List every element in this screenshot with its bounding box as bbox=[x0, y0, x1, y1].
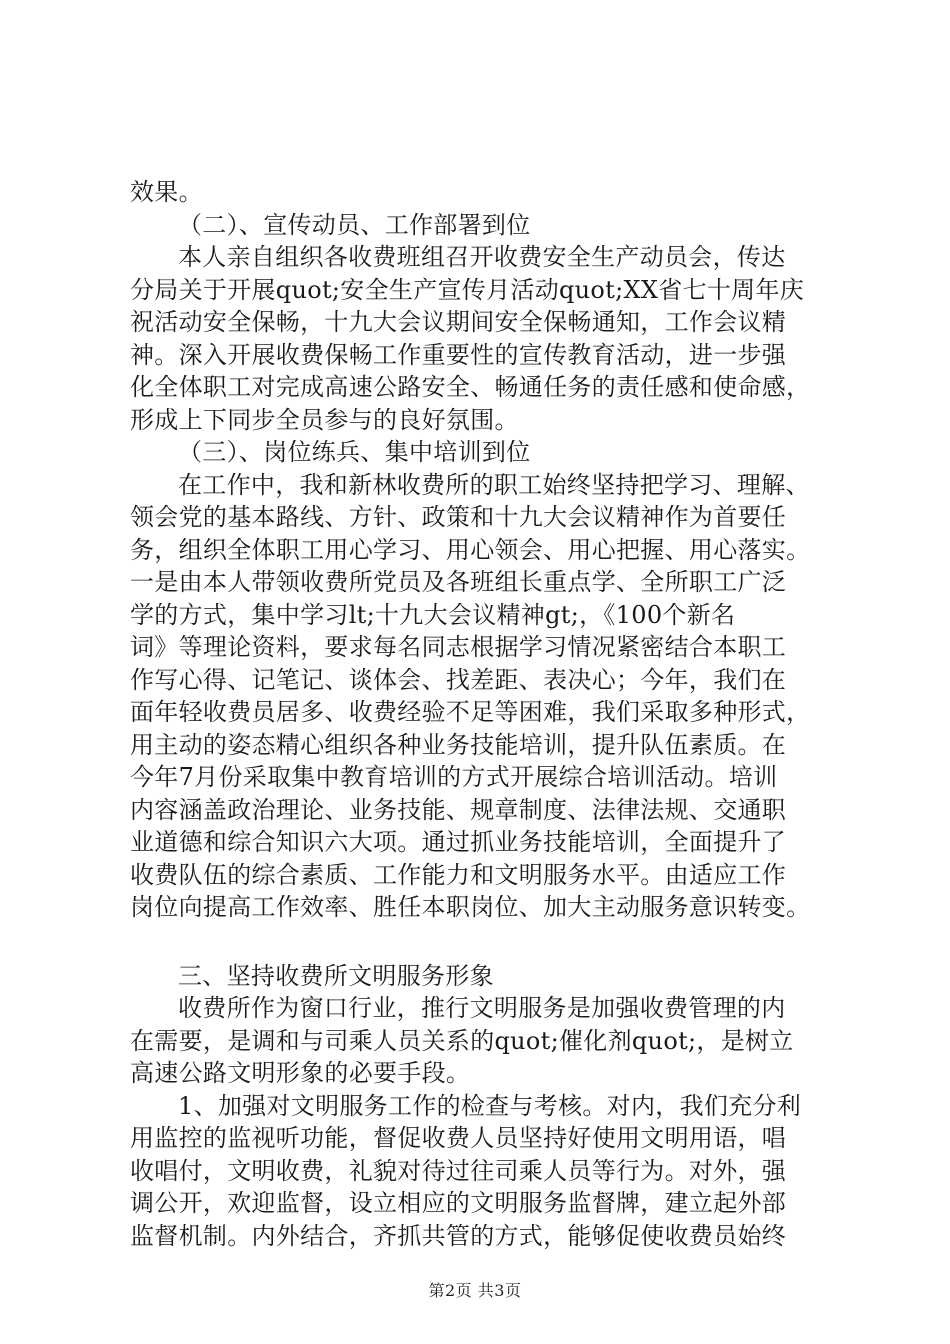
paragraph-line: 化全体职工对完成高速公路安全、畅通任务的责任感和使命感， bbox=[130, 373, 811, 401]
document-body bbox=[130, 176, 850, 1252]
section-heading: （二）、宣传动员、工作部署到位 bbox=[178, 210, 531, 239]
paragraph-line: 领会党的基本路线、方针、政策和十九大会议精神作为首要任 bbox=[130, 503, 787, 531]
paragraph-line: 收唱付，文明收费，礼貌对待过往司乘人员等行为。对外，强 bbox=[130, 1156, 787, 1185]
paragraph-line: 收费所作为窗口行业，推行文明服务是加强收费管理的内 bbox=[178, 994, 786, 1022]
page-footer: 第2页 共3页 bbox=[428, 1281, 522, 1300]
paragraph-gap bbox=[130, 924, 850, 960]
paragraph-line: 今年7月份采取集中教育培训的方式开展综合培训活动。培训 bbox=[130, 763, 778, 791]
paragraph-line: 务，组织全体职工用心学习、用心领会、用心把握、用心落实。 bbox=[130, 535, 811, 564]
paragraph-line: 本人亲自组织各收费班组召开收费安全生产动员会，传达 bbox=[178, 243, 786, 271]
paragraph-line: 业道德和综合知识六大项。通过抓业务技能培训，全面提升了 bbox=[130, 828, 787, 856]
paragraph-line: 在需要，是调和与司乘人员关系的quot;催化剂quot;，是树立 bbox=[130, 1026, 794, 1055]
paragraph-line: 收费队伍的综合素质、工作能力和文明服务水平。由适应工作 bbox=[130, 860, 787, 889]
paragraph-line: 神。深入开展收费保畅工作重要性的宣传教育活动，进一步强 bbox=[130, 340, 787, 369]
paragraph-line: 岗位向提高工作效率、胜任本职岗位、加大主动服务意识转变。 bbox=[130, 893, 811, 921]
section-heading: （三）、岗位练兵、集中培训到位 bbox=[178, 438, 531, 466]
paragraph-line: 用主动的姿态精心组织各种业务技能培训，提升队伍素质。在 bbox=[130, 730, 787, 759]
paragraph-line: 用监控的监视听功能，督促收费人员坚持好使用文明用语，唱 bbox=[130, 1124, 787, 1152]
paragraph-line: 学的方式，集中学习lt;十九大会议精神gt;，《100个新名 bbox=[130, 600, 736, 629]
paragraph-line: 分局关于开展quot;安全生产宣传月活动quot;XX省七十周年庆 bbox=[130, 275, 805, 304]
paragraph-line: 面年轻收费员居多、收费经验不足等困难，我们采取多种形式， bbox=[130, 698, 811, 726]
paragraph-line: 形成上下同步全员参与的良好氛围。 bbox=[130, 405, 519, 434]
paragraph-line: 内容涵盖政治理论、业务技能、规章制度、法律法规、交通职 bbox=[130, 795, 787, 824]
paragraph-line: 在工作中，我和新林收费所的职工始终坚持把学习、理解、 bbox=[178, 470, 810, 499]
paragraph-line: 调公开，欢迎监督，设立相应的文明服务监督牌，建立起外部 bbox=[130, 1189, 787, 1217]
paragraph-line: 作写心得、记笔记、谈体会、找差距、表决心；今年，我们在 bbox=[130, 665, 787, 694]
paragraph-line: 词》等理论资料，要求每名同志根据学习情况紧密结合本职工 bbox=[130, 633, 787, 661]
section-heading: 三、坚持收费所文明服务形象 bbox=[178, 961, 494, 990]
paragraph-line: 监督机制。内外结合，齐抓共管的方式，能够促使收费员始终 bbox=[130, 1221, 787, 1250]
paragraph-line: 效果。 bbox=[130, 178, 203, 206]
paragraph-line: 1、加强对文明服务工作的检查与考核。对内，我们充分利 bbox=[178, 1091, 802, 1120]
paragraph-line: 一是由本人带领收费所党员及各班组长重点学、全所职工广泛 bbox=[130, 568, 787, 596]
paragraph-line: 高速公路文明形象的必要手段。 bbox=[130, 1059, 471, 1087]
paragraph-line: 祝活动安全保畅，十九大会议期间安全保畅通知，工作会议精 bbox=[130, 308, 787, 336]
